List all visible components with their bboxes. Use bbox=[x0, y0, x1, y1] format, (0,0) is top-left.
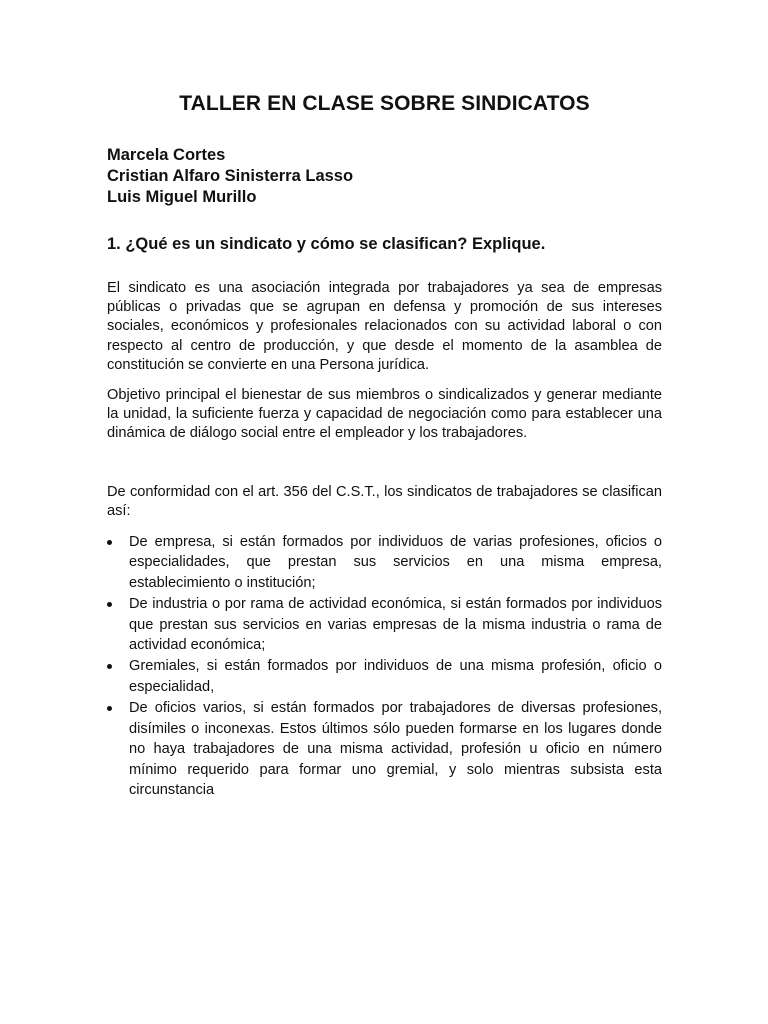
document-title: TALLER EN CLASE SOBRE SINDICATOS bbox=[179, 92, 590, 115]
list-item-text: Gremiales, si están formados por individuos de una misma profesión, oficio o especialidad, bbox=[129, 658, 662, 695]
list-item-text: De empresa, si están formados por individuos de varias profesiones, oficios o especialidades, que prestan sus servicios en una misma empresa, establecimiento o institución; bbox=[129, 534, 662, 591]
bullet-icon bbox=[107, 664, 112, 669]
author-list bbox=[107, 145, 662, 208]
list-item bbox=[107, 656, 662, 697]
list-item bbox=[107, 594, 662, 655]
paragraph-classification-intro: De conformidad con el art. 356 del C.S.T., los sindicatos de trabajadores se clasifican así: bbox=[107, 483, 662, 519]
bullet-icon bbox=[107, 706, 112, 711]
paragraph-objective: Objetivo principal el bienestar de sus miembros o sindicalizados y generar mediante la unidad, la suficiente fuerza y capacidad de negociación como para establecer una dinámica de diálogo social entre el empleador y los trabajadores. bbox=[107, 387, 662, 442]
bullet-icon bbox=[107, 602, 112, 607]
list-item-text: De oficios varios, si están formados por trabajadores de diversas profesiones, disímiles o inconexas. Estos últimos sólo pueden formarse en los lugares donde no haya trabajadores de una misma actividad, profesión u oficio en número mínimo requerido para formar uno gremial, y solo mientras subsista esta circunstancia bbox=[129, 700, 662, 798]
paragraph-definition: El sindicato es una asociación integrada por trabajadores ya sea de empresas públicas o privadas que se agrupan en defensa y promoción de sus intereses sociales, económicos y profesionales relacionados con su actividad laboral o con respecto al centro de producción, y que desde el momento de la asamblea de constitución se convierte en una Persona jurídica. bbox=[107, 280, 662, 373]
author-name: Marcela Cortes bbox=[107, 146, 226, 164]
list-item bbox=[107, 698, 662, 800]
question-heading: 1. ¿Qué es un sindicato y cómo se clasifican? Explique. bbox=[107, 235, 546, 253]
classification-list bbox=[107, 532, 662, 800]
bullet-icon bbox=[107, 540, 112, 545]
author-name: Cristian Alfaro Sinisterra Lasso bbox=[107, 167, 354, 185]
author-name: Luis Miguel Murillo bbox=[107, 188, 257, 206]
list-item-text: De industria o por rama de actividad económica, si están formados por individuos que prestan sus servicios en varias empresas de la misma industria o rama de actividad económica; bbox=[129, 596, 662, 654]
list-item bbox=[107, 532, 662, 593]
